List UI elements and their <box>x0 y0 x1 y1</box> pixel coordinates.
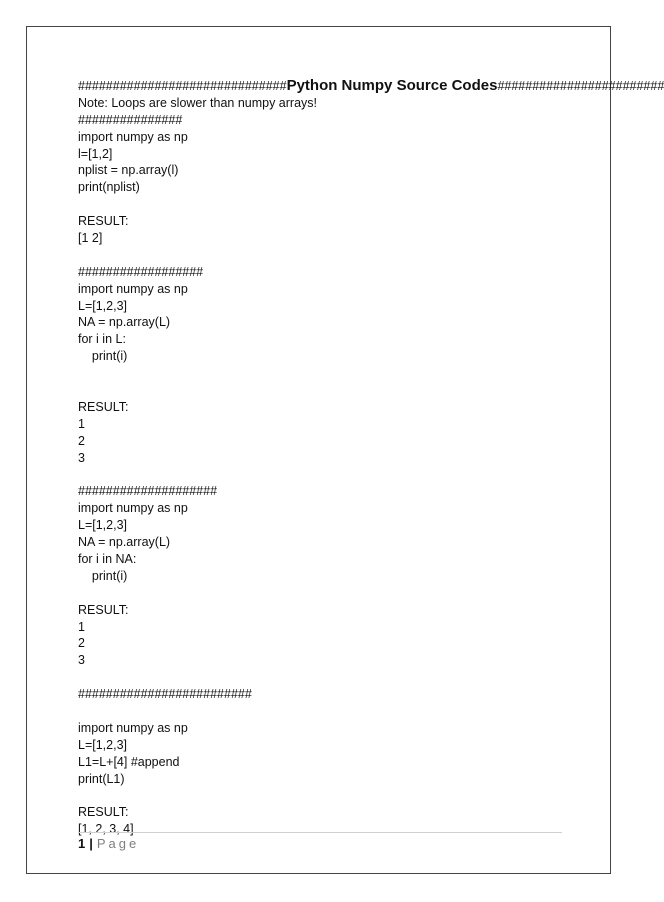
page-footer <box>78 835 139 853</box>
text-line: Note: Loops are slower than numpy arrays! <box>78 95 318 110</box>
text-line: for i in L: <box>78 332 126 347</box>
text-line: 3 <box>78 653 85 668</box>
text-line: nplist = np.array(l) <box>78 163 179 178</box>
blank-line <box>78 382 568 399</box>
code-lines <box>78 95 568 838</box>
blank-line <box>78 669 568 686</box>
text-line: 2 <box>78 433 85 448</box>
text-line: RESULT: <box>78 214 129 229</box>
text-line: NA = np.array(L) <box>78 535 171 550</box>
text-line: #################### <box>78 484 218 499</box>
document-title <box>78 77 664 95</box>
text-line: 3 <box>78 450 85 465</box>
page-number: 1 <box>78 836 86 851</box>
page-label: Page <box>96 836 140 851</box>
footer-divider <box>78 832 562 833</box>
text-line: [1, 2, 3, 4] <box>78 822 134 837</box>
blank-line <box>78 466 568 483</box>
text-line: 1 <box>78 619 85 634</box>
text-line: 2 <box>78 636 85 651</box>
text-line: L=[1,2,3] <box>78 737 127 752</box>
document-body <box>78 77 664 838</box>
blank-line <box>78 365 568 382</box>
text-line: import numpy as np <box>78 281 188 296</box>
title-text: Python Numpy Source Codes <box>286 77 498 94</box>
blank-line <box>78 196 568 213</box>
text-line: print(L1) <box>78 771 125 786</box>
text-line: L=[1,2,3] <box>78 298 127 313</box>
text-line: import numpy as np <box>78 501 188 516</box>
text-line: 1 <box>78 416 85 431</box>
text-line: RESULT: <box>78 805 129 820</box>
text-line: ######################### <box>78 687 252 702</box>
text-line: L1=L+[4] #append <box>78 754 180 769</box>
blank-line <box>78 585 568 602</box>
text-line: RESULT: <box>78 399 129 414</box>
footer-separator: | <box>89 836 93 851</box>
text-line: [1 2] <box>78 231 103 246</box>
title-suffix: ######################## <box>497 79 664 93</box>
text-line: NA = np.array(L) <box>78 315 171 330</box>
text-line: ################## <box>78 264 204 279</box>
text-line: for i in NA: <box>78 551 137 566</box>
text-line: import numpy as np <box>78 720 188 735</box>
text-line: RESULT: <box>78 602 129 617</box>
text-line: print(nplist) <box>78 180 140 195</box>
blank-line <box>78 247 568 264</box>
title-prefix: ############################## <box>78 79 287 93</box>
text-line: l=[1,2] <box>78 146 113 161</box>
text-line: print(i) <box>78 568 128 583</box>
blank-line <box>78 787 568 804</box>
text-line: ############### <box>78 112 183 127</box>
text-line: L=[1,2,3] <box>78 518 127 533</box>
text-line: print(i) <box>78 349 128 364</box>
blank-line <box>78 703 568 720</box>
text-line: import numpy as np <box>78 129 188 144</box>
